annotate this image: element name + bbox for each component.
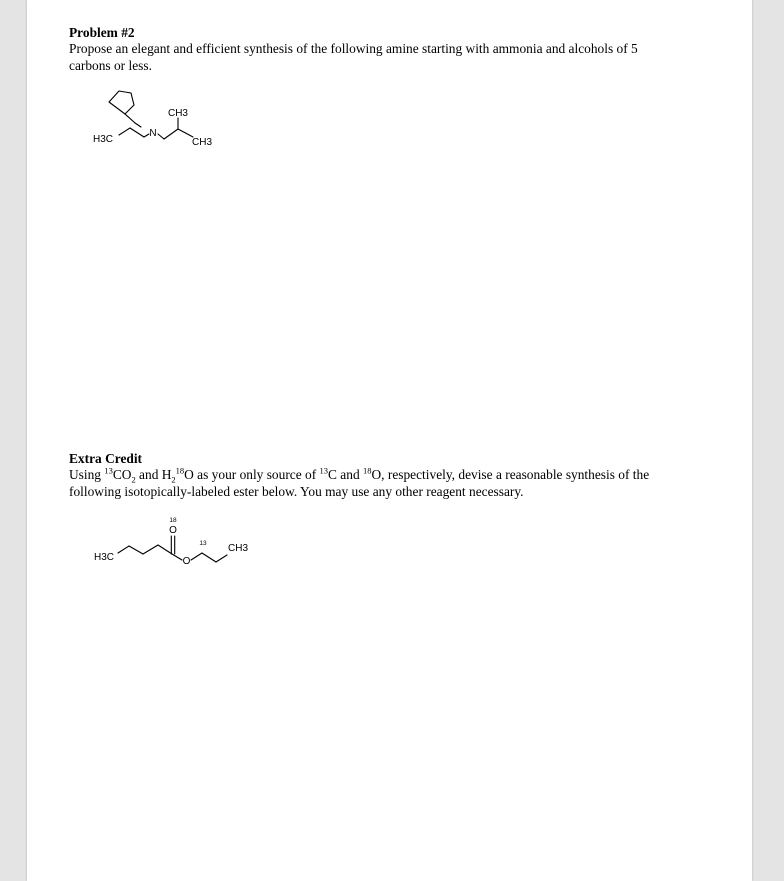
carbon-ester-oxygen-bond	[172, 554, 182, 560]
ester-structure	[82, 512, 262, 582]
extra-credit-heading: Extra Credit	[69, 451, 143, 466]
cyclopentane-ring	[109, 91, 134, 114]
ester-oxygen-label: O	[182, 556, 191, 567]
carbon-13-label: 13	[199, 540, 207, 547]
carbonyl-oxygen-label: O	[169, 525, 177, 536]
ch-methyl-right-bond	[178, 129, 193, 137]
ester-chain-bond-3	[143, 545, 158, 554]
oxygen-18-label: 18	[169, 517, 177, 524]
amine-structure	[82, 84, 252, 164]
ethyl-bond-1	[119, 128, 130, 135]
ch2-methyl-bond	[216, 555, 227, 562]
ester-chain-bond-4	[158, 545, 172, 554]
ch2-ch2-bond	[202, 553, 216, 562]
ring-ch2-bond	[125, 114, 135, 123]
amine-methyl-top-label: CH3	[167, 108, 189, 119]
ch2-nitrogen-bond	[135, 123, 141, 127]
extra-credit-text	[69, 466, 709, 500]
ester-chain-bond-2	[129, 546, 143, 554]
amine-methyl-right-label: CH3	[192, 137, 213, 148]
problem-2-line-2: carbons or less.	[69, 58, 152, 73]
ethyl-bond-2	[130, 128, 144, 137]
document-page	[27, 0, 752, 881]
extra-credit-line-2: following isotopically-labeled ester below. You may use any other reagent necessary.	[69, 484, 524, 499]
oxygen-ch2-bond	[191, 553, 202, 560]
problem-2-heading: Problem #2	[69, 25, 135, 40]
ch2-ch-bond	[164, 129, 178, 139]
ester-methyl-right-label: CH3	[228, 543, 249, 554]
ester-methyl-left-label: H3C	[93, 552, 114, 563]
extra-credit-line-1: Using $^{13}CO_2$ and $H_2^{18}O$ as your only source of $^{13}$C and $^{18}$O, respectively, devise a reasonable synthesis of the	[69, 465, 650, 485]
problem-2-line-1: Propose an elegant and efficient synthesis of the following amine starting with ammonia and alcohols of 5	[69, 41, 638, 56]
ester-chain-bond-1	[118, 546, 129, 553]
nitrogen-label: N	[149, 128, 157, 139]
problem-2-text	[69, 40, 709, 74]
nitrogen-ch2-bond	[158, 134, 164, 139]
amine-methyl-left-label: H3C	[92, 134, 113, 145]
ethyl-bond-3	[144, 134, 149, 137]
